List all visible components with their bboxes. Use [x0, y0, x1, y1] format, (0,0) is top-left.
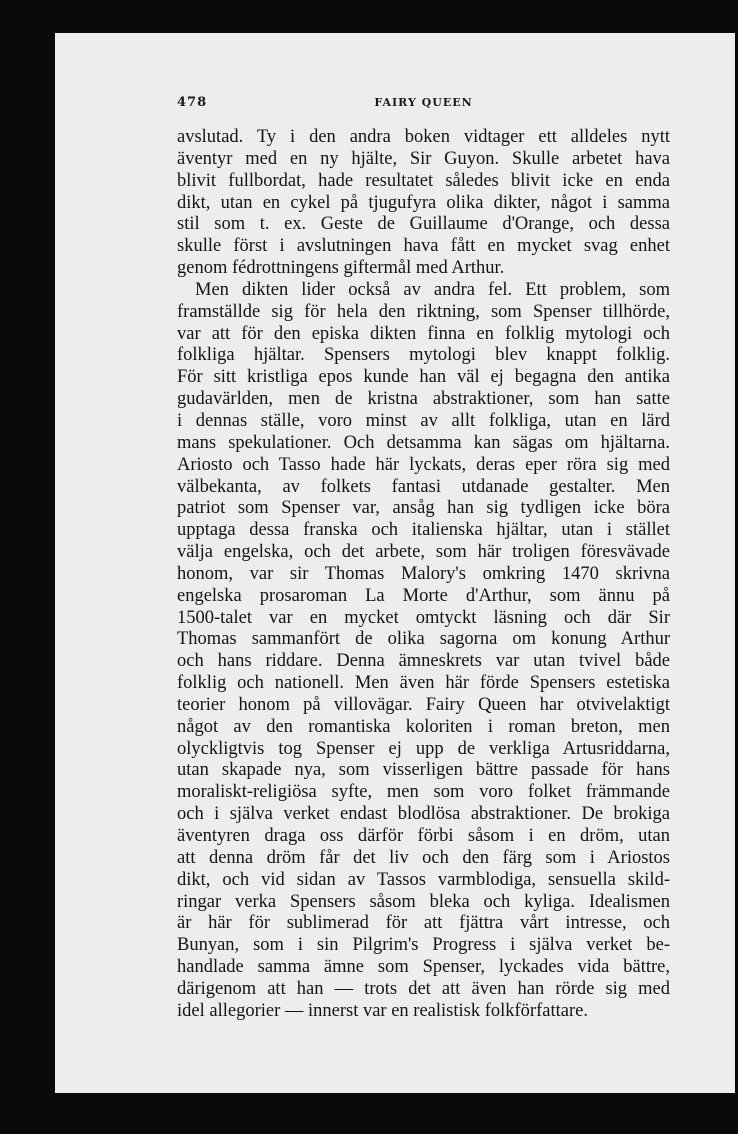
text-line: är här för sublimerad för att fjättra vårt intresse, och [177, 913, 670, 934]
page-number: 478 [177, 95, 208, 110]
text-line: i dennas ställe, voro minst av allt folkliga, utan en lärd [177, 410, 670, 431]
book-page [55, 33, 735, 1093]
text-line: välbekanta, av folkets fantasi utdanade gestalter. Men [177, 476, 670, 497]
text-line: honom, var sir Thomas Malory's omkring 1470 skrivna [177, 563, 670, 584]
text-line: Bunyan, som i sin Pilgrim's Progress i själva verket be- [177, 935, 670, 956]
running-header [177, 95, 670, 113]
text-line: genom fédrottningens giftermål med Arthur. [177, 258, 505, 279]
text-line: framställde sig för hela den riktning, som Spenser tillhörde, [177, 301, 670, 322]
text-line: gudavärlden, men de kristna abstraktioner, som han satte [177, 389, 670, 410]
text-line: och i själva verket endast blodlösa abstraktioner. De brokiga [177, 804, 670, 825]
text-line: dikt, utan en cykel på tjugufyra olika dikter, något i samma [177, 192, 670, 213]
running-title: FAIRY QUEEN [374, 96, 473, 109]
text-line: utan skapade nya, som visserligen bättre passade för hans [177, 760, 670, 781]
text-line: skulle först i avslutningen hava fått en mycket svag enhet [177, 236, 670, 257]
text-line: stil som t. ex. Geste de Guillaume d'Orange, och dessa [177, 214, 670, 235]
text-line: upptaga dessa franska och italienska hjältar, utan i stället [177, 520, 670, 541]
text-line: handlade samma ämne som Spenser, lyckades vida bättre, [177, 957, 670, 978]
text-line: moraliskt-religiösa syfte, men som voro folket främmande [177, 782, 670, 803]
text-line: 1500-talet var en mycket omtyckt läsning och där Sir [177, 607, 670, 628]
text-line: och hans riddare. Denna ämneskrets var utan tvivel både [177, 651, 670, 672]
text-line: avslutad. Ty i den andra boken vidtager ett alldeles nytt [177, 127, 670, 147]
text-line: teorier honom på villovägar. Fairy Queen har otvivelaktigt [177, 694, 670, 715]
text-line: dikt, och vid sidan av Tassos varmblodiga, sensuella skild- [177, 869, 670, 890]
text-line: var att för den episka dikten finna en folklig mytologi och [177, 323, 670, 344]
text-line: folklig och nationell. Men även här förde Spensers estetiska [177, 673, 670, 694]
text-line: idel allegorier — innerst var en realistisk folkförfattare. [177, 1000, 588, 1021]
text-line: ringar verka Spensers såsom bleka och kyliga. Idealismen [177, 891, 670, 912]
text-line: folkliga hjältar. Spensers mytologi blev knappt folklig. [177, 345, 670, 366]
body-text [177, 127, 670, 1023]
text-line: därigenom att han — trots det att även han rörde sig med [177, 978, 670, 999]
text-line: För sitt kristliga epos kunde han väl ej begagna den antika [177, 367, 670, 388]
text-line: något av den romantiska koloriten i roman breton, men [177, 716, 670, 737]
text-line: Men dikten lider också av andra fel. Ett problem, som [195, 279, 670, 300]
text-line: Thomas sammanfört de olika sagorna om konung Arthur [177, 629, 670, 650]
text-line: välja engelska, och det arbete, som här troligen föresvävade [177, 542, 670, 563]
text-line: blivit fullbordat, hade resultatet således blivit icke en enda [177, 170, 670, 191]
text-line: Ariosto och Tasso hade här lyckats, deras eper röra sig med [177, 454, 670, 475]
text-line: engelska prosaroman La Morte d'Arthur, som ännu på [177, 585, 670, 606]
text-line: patriot som Spenser var, ansåg han sig tydligen icke böra [177, 498, 670, 519]
text-line: äventyren draga oss därför förbi såsom i en dröm, utan [177, 826, 670, 846]
text-line: mans spekulationer. Och detsamma kan sägas om hjältarna. [177, 432, 670, 453]
text-line: att denna dröm får det liv och den färg som i Ariostos [177, 847, 670, 868]
text-line: äventyr med en ny hjälte, Sir Guyon. Skulle arbetet hava [177, 148, 670, 169]
text-line: olyckligtvis tog Spenser ej upp de verkliga Artusriddarna, [177, 738, 670, 759]
